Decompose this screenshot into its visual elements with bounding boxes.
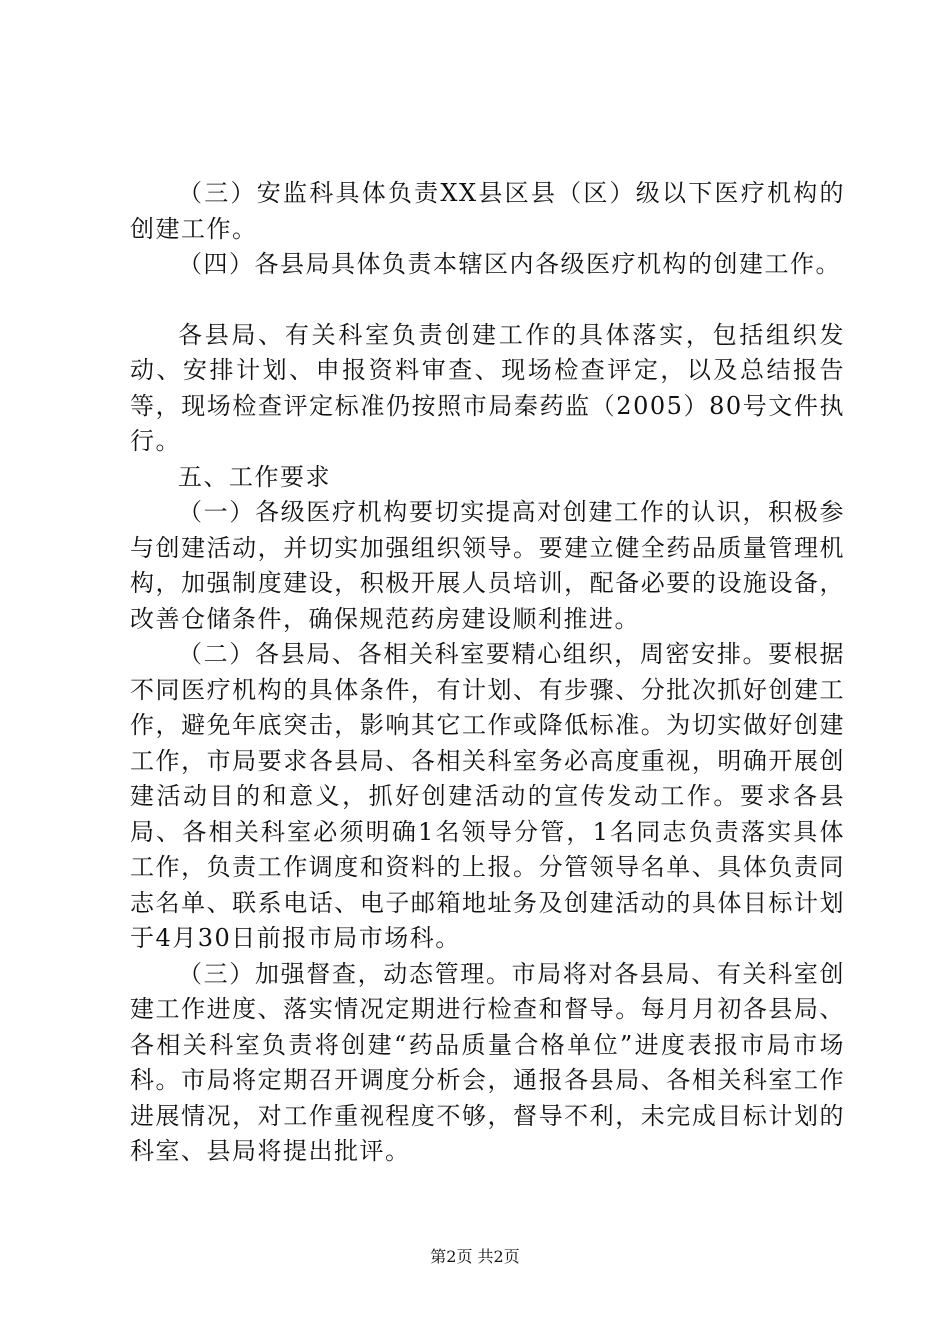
paragraph-requirement-3: （三）加强督查，动态管理。市局将对各县局、有关科室创建工作进度、落实情况定期进行检查和督导。每月月初各县局、各相关科室负责将创建“药品质量合格单位”进度表报市局市场科。市局将定期召开调度分析会，通报各县局、各相关科室工作进展情况，对工作重视程度不够，督导不利，未完成目标计划的科室、县局将提出批评。 <box>130 959 845 1165</box>
paragraph-implementation: 各县局、有关科室负责创建工作的具体落实，包括组织发动、安排计划、申报资料审查、现场检查评定，以及总结报告等，现场检查评定标准仍按照市局秦药监（2005）80号文件执行。 <box>130 320 845 455</box>
paragraph-county-bureau: （四）各县局具体负责本辖区内各级医疗机构的创建工作。 <box>178 250 841 278</box>
paragraph-requirement-1: （一）各级医疗机构要切实提高对创建工作的认识，积极参与创建活动，并切实加强组织领导。要建立健全药品质量管理机构，加强制度建设，积极开展人员培训，配备必要的设施设备，改善仓储条件，确保规范药房建设顺利推进。 <box>130 498 845 633</box>
section-heading-work-requirements: 五、工作要求 <box>178 462 331 491</box>
paragraph-district-safety: （三）安监科具体负责XX县区县（区）级以下医疗机构的创建工作。 <box>130 179 845 243</box>
page-number-footer: 第2页 共2页 <box>430 1247 520 1266</box>
document-body <box>130 176 845 1170</box>
paragraph-requirement-2: （二）各县局、各相关科室要精心组织，周密安排。要根据不同医疗机构的具体条件，有计划、有步骤、分批次抓好创建工作，避免年底突击，影响其它工作或降低标准。为切实做好创建工作，市局要求各县局、各相关科室务必高度重视，明确开展创建活动目的和意义，抓好创建活动的宣传发动工作。要求各县局、各相关科室必须明确1名领导分管，1名同志负责落实具体工作，负责工作调度和资料的上报。分管领导名单、具体负责同志名单、联系电话、电子邮箱地址务及创建活动的具体目标计划于4月30日前报市局市场科。 <box>130 640 845 952</box>
